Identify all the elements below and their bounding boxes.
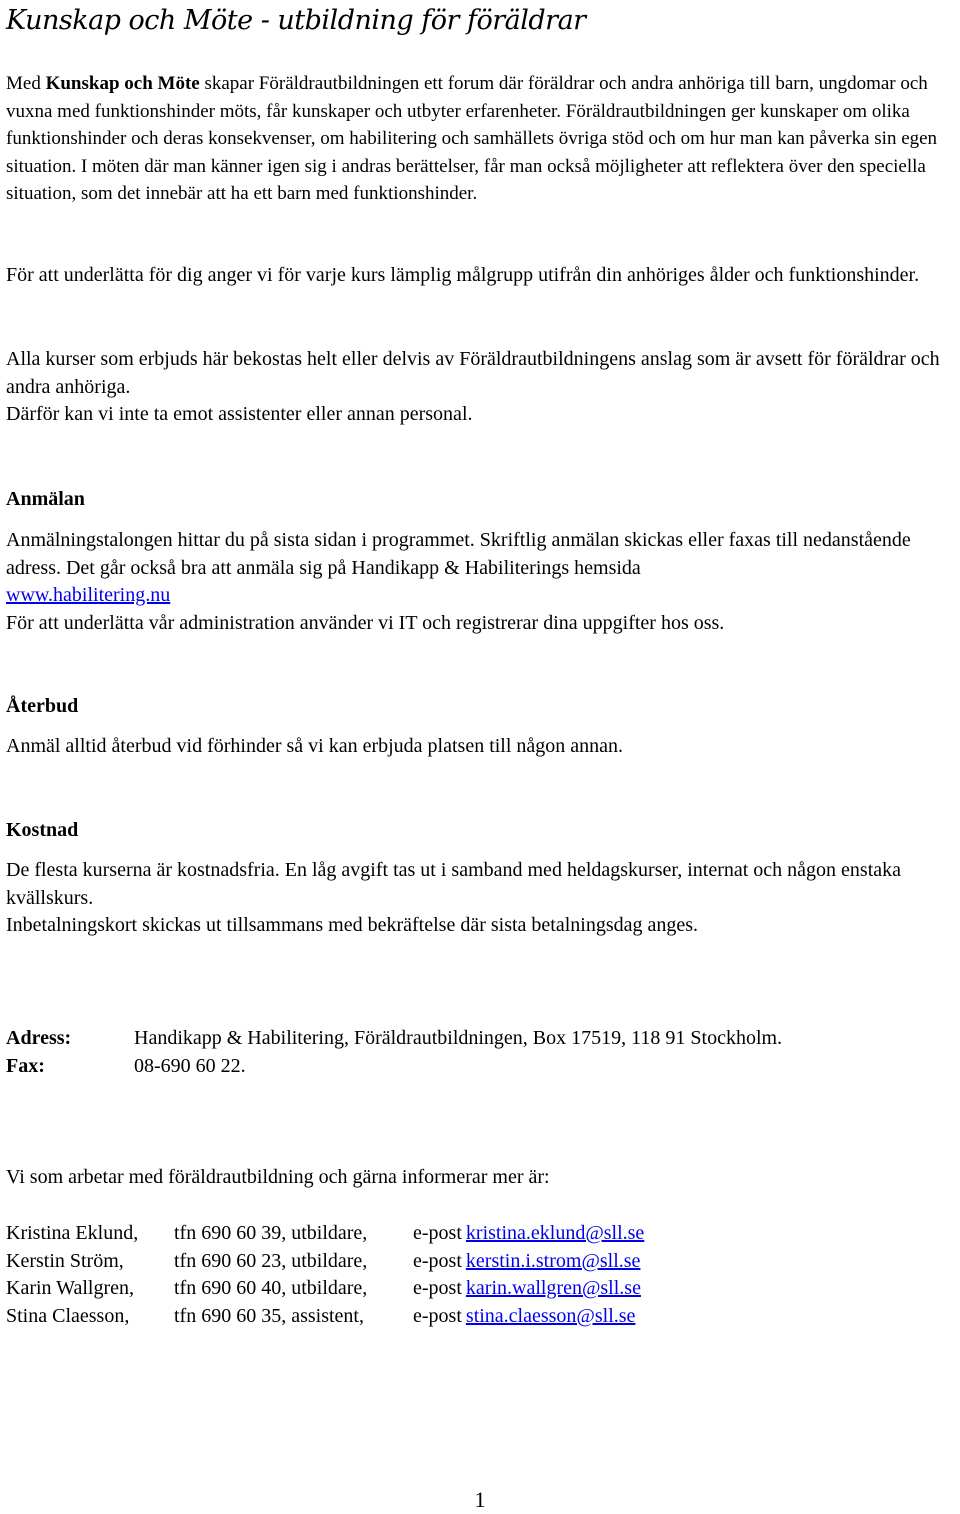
target-group-text: För att underlätta för dig anger vi för varje kurs lämplig målgrupp utifrån din anhöriges ålder och funktionshinder. [6, 264, 920, 286]
staff-email-link[interactable]: karin.wallgren@sll.se [465, 1277, 641, 1299]
kostnad-body [6, 857, 956, 940]
staff-list [6, 1220, 956, 1330]
fax-label: Fax: [6, 1054, 45, 1077]
page-number: 1 [474, 1487, 486, 1512]
staff-row [6, 1220, 956, 1248]
intro-text: skapar Föräldrautbildningen ett forum där föräldrar och andra anhöriga till barn, ungdomar och vuxna med funktionshinder möts, får kunskaper och utbyter erfarenheter. Föräldrautbildningen ger kunskaper om olika funktionshinder och deras konsekvenser, om habilitering och samhällets övriga stöd och om hur man kan påverka sin egen situation. I möten där man känner igen sig i andras berättelser, får man också möjligheter att reflektera över den speciella situation, som det innebär att ha ett barn med funktionshinder. [6, 73, 938, 204]
staff-name: Kerstin Ström, [6, 1249, 124, 1272]
kostnad-text: De flesta kurserna är kostnadsfria. En låg avgift tas ut i samband med heldagskurser, internat och någon enstaka kvällskurs. [6, 859, 902, 909]
staff-name: Kristina Eklund, [6, 1222, 139, 1244]
intro-paragraph [6, 70, 956, 208]
address-label: Adress: [6, 1027, 72, 1049]
staff-email-link[interactable]: stina.claesson@sll.se [465, 1304, 636, 1327]
email-prefix: e-post [413, 1277, 462, 1299]
anmalan-admin-text: För att underlätta vår administration använder vi IT och registrerar dina uppgifter hos oss. [6, 611, 725, 634]
aterbud-text: Anmäl alltid återbud vid förhinder så vi kan erbjuda platsen till någon annan. [6, 735, 624, 757]
target-group-paragraph [6, 262, 956, 290]
anmalan-section [6, 486, 956, 514]
aterbud-heading: Återbud [6, 695, 79, 717]
staff-row [6, 1303, 956, 1331]
staff-name: Karin Wallgren, [6, 1277, 134, 1299]
staff-row [6, 1248, 956, 1276]
staff-info: tfn 690 60 35, assistent, [174, 1304, 364, 1327]
anmalan-heading: Anmälan [6, 488, 85, 510]
email-prefix: e-post [413, 1222, 462, 1244]
contact-block [6, 1025, 956, 1080]
kostnad-section [6, 817, 956, 845]
staff-info: tfn 690 60 40, utbildare, [174, 1277, 368, 1299]
fax-value: 08-690 60 22. [134, 1054, 246, 1077]
kostnad-heading: Kostnad [6, 819, 79, 841]
kostnad-payment-text: Inbetalningskort skickas ut tillsammans med bekräftelse där sista betalningsdag anges. [6, 914, 699, 936]
staff-email-link[interactable]: kerstin.i.strom@sll.se [465, 1249, 641, 1272]
aterbud-body [6, 733, 956, 761]
staff-intro [6, 1164, 956, 1192]
staff-policy-text: Därför kan vi inte ta emot assistenter eller annan personal. [6, 403, 473, 425]
funding-paragraph [6, 346, 956, 429]
email-prefix: e-post [413, 1304, 462, 1327]
page-title: Kunskap och Möte - utbildning för föräldrar [6, 5, 586, 36]
staff-info: tfn 690 60 39, utbildare, [174, 1222, 368, 1244]
address-value: Handikapp & Habilitering, Föräldrautbildningen, Box 17519, 118 91 Stockholm. [134, 1027, 783, 1049]
anmalan-text: Anmälningstalongen hittar du på sista sidan i programmet. Skriftlig anmälan skickas eller faxas till nedanstående adress. Det går också bra att anmäla sig på Handikapp & Habiliterings hemsida [6, 529, 911, 579]
staff-intro-text: Vi som arbetar med föräldrautbildning och gärna informerar mer är: [6, 1166, 550, 1188]
staff-name: Stina Claesson, [6, 1304, 130, 1327]
intro-prefix: Med [6, 73, 46, 94]
staff-email-link[interactable]: kristina.eklund@sll.se [465, 1222, 645, 1244]
anmalan-body [6, 527, 956, 637]
staff-row [6, 1275, 956, 1303]
habilitering-link[interactable]: www.habilitering.nu [6, 584, 171, 606]
aterbud-section [6, 693, 956, 721]
staff-info: tfn 690 60 23, utbildare, [174, 1249, 368, 1272]
funding-text: Alla kurser som erbjuds här bekostas helt eller delvis av Föräldrautbildningens anslag som är avsett för föräldrar och andra anhöriga. [6, 348, 940, 398]
email-prefix: e-post [413, 1249, 462, 1272]
intro-bold-term: Kunskap och Möte [45, 73, 200, 94]
